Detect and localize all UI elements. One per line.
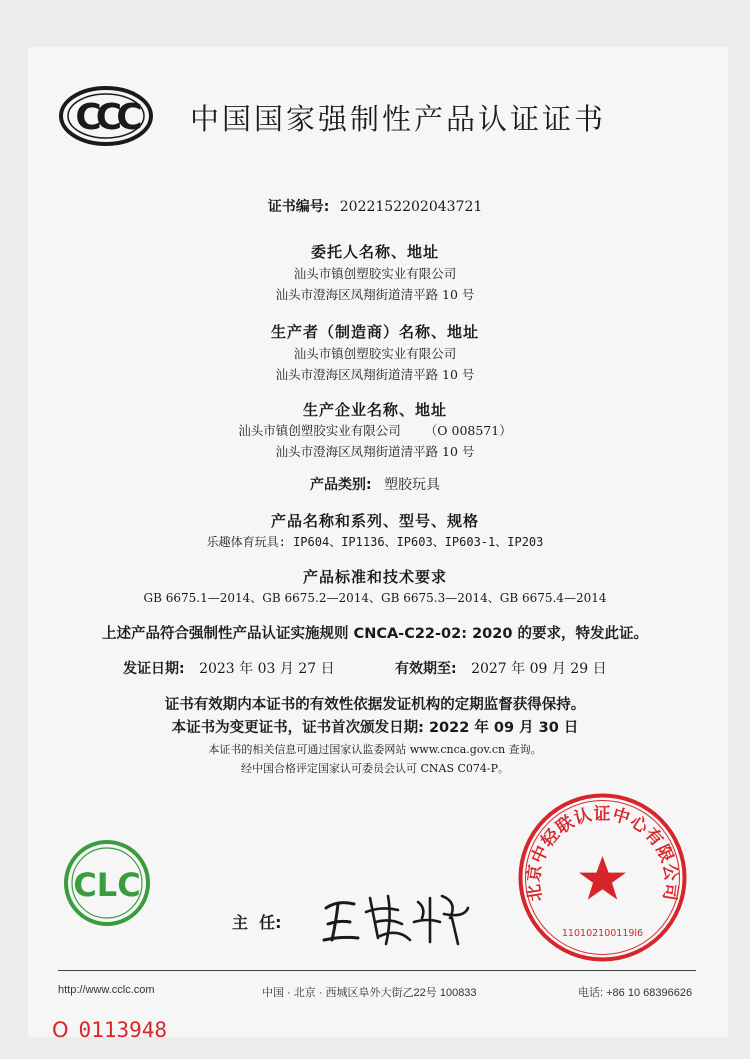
serial-prefix: O [52,1018,69,1042]
category-value: 塑胶玩具 [384,477,441,493]
clc-logo-text: CLC [73,866,141,904]
expiry-date-row [395,658,607,678]
client-address: 汕头市澄海区凤翔街道清平路 10 号 [275,287,475,302]
factory-name-row [0,421,750,439]
page-title: 中国国家强制性产品认证证书 [190,102,607,136]
serial-number-row [52,1018,167,1042]
producer-heading: 生产者（制造商）名称、地址 [270,323,479,341]
factory-address: 汕头市澄海区凤翔街道清平路 10 号 [275,444,475,459]
factory-heading: 生产企业名称、地址 [302,401,447,419]
ccc-logo-text: CCC [75,97,137,138]
footer-divider [58,970,696,971]
producer-address: 汕头市澄海区凤翔街道清平路 10 号 [275,367,475,382]
client-heading: 委托人名称、地址 [310,243,439,261]
product-value: 乐趣体育玩具: IP604、IP1136、IP603、IP603-1、IP203 [206,535,544,549]
issue-date-value: 2023 年 03 月 27 日 [199,661,335,677]
seal-code: 110102100119l6 [561,928,644,939]
expiry-date-label: 有效期至: [395,661,457,677]
footer-phone: 电话: +86 10 68396626 [578,987,693,999]
category-label: 产品类别: [309,477,372,493]
standards-heading: 产品标准和技术要求 [302,568,447,586]
accredit-note: 经中国合格评定国家认可委员会认可 CNAS C074-P。 [240,762,510,775]
change-note: 本证书为变更证书，证书首次颁发日期: 2022 年 09 月 30 日 [171,720,579,736]
clc-logo-icon [62,838,152,928]
issue-date-row [123,658,335,678]
cert-no-value: 2022152202043721 [339,199,483,215]
factory-name: 汕头市镇创塑胶实业有限公司 [238,423,401,438]
cert-no-label: 证书编号: [267,199,330,215]
director-label: 主 任: [232,913,282,932]
validity-note: 证书有效期内本证书的有效性依据发证机构的定期监督获得保持。 [164,697,586,713]
cert-no-row [0,196,750,216]
client-name: 汕头市镇创塑胶实业有限公司 [293,266,457,281]
expiry-date-value: 2027 年 09 月 29 日 [471,661,607,677]
producer-name: 汕头市镇创塑胶实业有限公司 [293,346,457,361]
serial-number: 0113948 [78,1018,168,1042]
footer-address: 中国 · 北京 · 西城区阜外大街乙22号 100833 [262,987,477,999]
official-seal-icon [515,790,690,965]
ccc-logo-icon [58,85,154,147]
standards-value: GB 6675.1—2014、GB 6675.2—2014、GB 6675.3—2014、GB 6675.4—2014 [143,591,607,605]
conformity-statement: 上述产品符合强制性产品认证实施规则 CNCA-C22-02: 2020 的要求，特发此证。 [102,626,648,642]
signature-image [318,878,478,950]
seal-text: 北京中轻联认证中心有限公司 [524,804,681,903]
product-heading: 产品名称和系列、型号、规格 [270,512,479,530]
factory-code: （O 008571） [424,423,512,438]
query-note: 本证书的相关信息可通过国家认监委网站 www.cnca.gov.cn 查询。 [208,743,542,756]
issue-date-label: 发证日期: [123,661,185,677]
footer-url[interactable]: http://www.cclc.com [58,984,155,996]
category-row [0,474,750,494]
